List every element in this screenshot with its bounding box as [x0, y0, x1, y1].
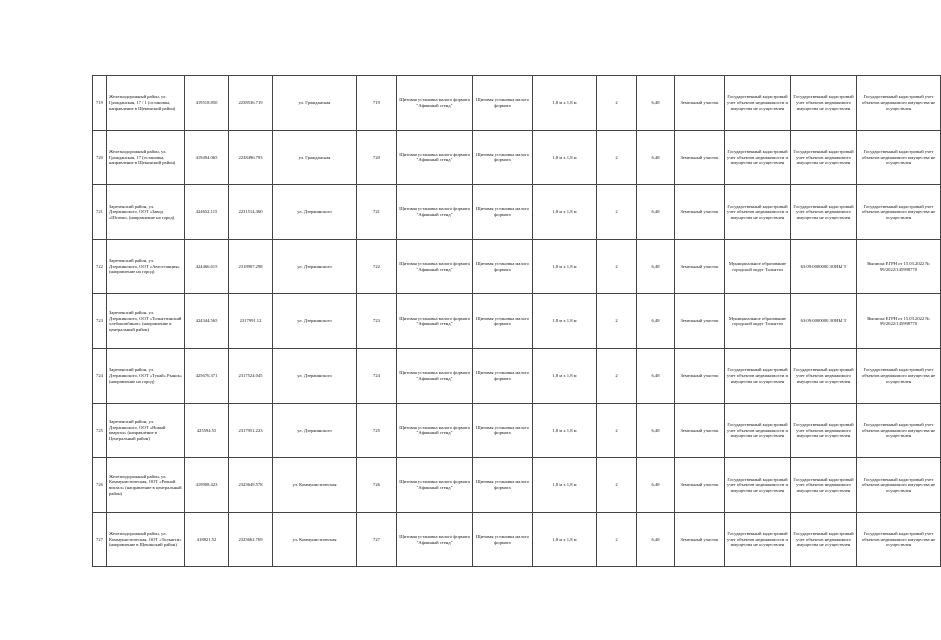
street-cell: ул. Дзержинского: [273, 403, 357, 458]
address-cell: Зареченский район, ул. Дзержинского, ООТ «Тукай» Рынок» (направление на город): [107, 348, 185, 403]
structure-kind-cell: Щитовая установка малого формата: [473, 130, 533, 185]
structure-type-cell: Щитовая установка малого формата "Афишный стенд": [397, 76, 473, 131]
structure-type-cell: Щитовая установка малого формата "Афишный стенд": [397, 239, 473, 294]
land-type-cell: Земельный участок: [675, 348, 725, 403]
registry-cell: Государственный кадастровый учет объектов недвижимого имущества не осуществлен: [857, 512, 941, 567]
registry-cell: Государственный кадастровый учет объектов недвижимого имущества не осуществлен: [857, 458, 941, 513]
code-cell: 722: [357, 239, 397, 294]
structure-kind-cell: Щитовая установка малого формата: [473, 185, 533, 240]
coord-y-cell: 2231514.360: [229, 185, 273, 240]
coord-y-cell: 2317524.045: [229, 348, 273, 403]
coord-x-cell: 424652.115: [185, 185, 229, 240]
row-number: 726: [93, 458, 107, 513]
registry-cell: Государственный кадастровый учет объектов недвижимого имущества не осуществлен: [857, 185, 941, 240]
owner-cell: Государственный кадастровый учет объектов недвижимости и имущества не осуществлен: [725, 512, 791, 567]
code-cell: 723: [357, 294, 397, 349]
structure-kind-cell: Щитовая установка малого формата: [473, 348, 533, 403]
coord-x-cell: 424466.615: [185, 239, 229, 294]
coord-x-cell: 424344.565: [185, 294, 229, 349]
code-cell: 720: [357, 130, 397, 185]
cadastral-cell: 63:09:0000000 ЗОНЫ Т: [791, 239, 857, 294]
street-cell: ул. Гражданская: [273, 76, 357, 131]
cadastral-cell: Государственный кадастровый учет объектов недвижимого имущества не осуществлен: [791, 348, 857, 403]
table-row: [93, 403, 941, 458]
structure-type-cell: Щитовая установка малого формата "Афишный стенд": [397, 512, 473, 567]
address-cell: Зареченский район, ул. Дзержинского, ООТ «Завод «Штамп» (направление на город): [107, 185, 185, 240]
size-cell: 1,8 м x 1,8 м: [533, 76, 597, 131]
owner-cell: Государственный кадастровый учет объектов недвижимости и имущества не осуществлен: [725, 458, 791, 513]
sides-cell: 2: [597, 458, 637, 513]
cadastral-cell: 63:09:0000000 ЗОНЫ Т: [791, 294, 857, 349]
cadastral-cell: Государственный кадастровый учет объектов недвижимого имущества не осуществлен: [791, 185, 857, 240]
sides-cell: 2: [597, 294, 637, 349]
advertising-structures-table: [92, 75, 941, 567]
structure-type-cell: Щитовая установка малого формата "Афишный стенд": [397, 458, 473, 513]
size-cell: 1,8 м x 1,8 м: [533, 348, 597, 403]
address-cell: Зареченский район, ул. Дзержинского, ООТ «Новый квартал» (направление в Центральный район): [107, 403, 185, 458]
sides-cell: 2: [597, 239, 637, 294]
registry-cell: Государственный кадастровый учет объектов недвижимого имущества не осуществлен: [857, 403, 941, 458]
street-cell: ул. Гражданская: [273, 130, 357, 185]
address-cell: Железнодорожный район, ул. Коммунистическая, ООТ «Речной вокзал» (направление в центральный район): [107, 458, 185, 513]
owner-cell: Государственный кадастровый учет объектов недвижимости и имущества не осуществлен: [725, 185, 791, 240]
address-cell: Железнодорожный район, ул. Коммунистическая, ООТ «Тольятти» (направление в Щекинский район): [107, 512, 185, 567]
address-cell: Зареченский район, ул. Дзержинского, ООТ «Тольяттинский хлебокомбинат» (направление в центральный район): [107, 294, 185, 349]
address-cell: Железнодорожный район, ул. Гражданская, 17 (остановка, направление в Щекинский район): [107, 130, 185, 185]
area-cell: 6,48: [637, 348, 675, 403]
row-number: 722: [93, 239, 107, 294]
street-cell: ул. Дзержинского: [273, 294, 357, 349]
table-row: [93, 294, 941, 349]
table-row: [93, 458, 941, 513]
sides-cell: 2: [597, 403, 637, 458]
area-cell: 6,48: [637, 403, 675, 458]
size-cell: 1,8 м x 1,8 м: [533, 512, 597, 567]
size-cell: 1,8 м x 1,8 м: [533, 239, 597, 294]
structure-type-cell: Щитовая установка малого формата "Афишный стенд": [397, 294, 473, 349]
land-type-cell: Земельный участок: [675, 76, 725, 131]
land-type-cell: Земельный участок: [675, 512, 725, 567]
code-cell: 726: [357, 458, 397, 513]
land-type-cell: Земельный участок: [675, 458, 725, 513]
row-number: 727: [93, 512, 107, 567]
street-cell: ул. Коммунистическая: [273, 512, 357, 567]
row-number: 723: [93, 294, 107, 349]
size-cell: 1,8 м x 1,8 м: [533, 185, 597, 240]
size-cell: 1,8 м x 1,8 м: [533, 403, 597, 458]
table-row: [93, 76, 941, 131]
land-type-cell: Земельный участок: [675, 294, 725, 349]
address-cell: Зареченский район, ул. Дзержинского, ООТ «Автостанция» (направление на город): [107, 239, 185, 294]
area-cell: 6,48: [637, 294, 675, 349]
structure-type-cell: Щитовая установка малого формата "Афишный стенд": [397, 403, 473, 458]
cadastral-cell: Государственный кадастровый учет объектов недвижимого имущества не осуществлен: [791, 130, 857, 185]
table-row: [93, 348, 941, 403]
coord-x-cell: 419908.423: [185, 458, 229, 513]
size-cell: 1,8 м x 1,8 м: [533, 458, 597, 513]
sides-cell: 2: [597, 185, 637, 240]
structure-kind-cell: Щитовая установка малого формата: [473, 512, 533, 567]
coord-y-cell: 2325649.578: [229, 458, 273, 513]
coord-x-cell: 425594.55: [185, 403, 229, 458]
coord-y-cell: 2317951.223: [229, 403, 273, 458]
coord-x-cell: 418821.52: [185, 512, 229, 567]
street-cell: ул. Коммунистическая: [273, 458, 357, 513]
registry-cell: Выписка ЕГРН от 15.03.2022 № 99/2022/145998770: [857, 239, 941, 294]
area-cell: 6,48: [637, 185, 675, 240]
street-cell: ул. Дзержинского: [273, 348, 357, 403]
owner-cell: Государственный кадастровый учет объектов недвижимости и имущества не осуществлен: [725, 76, 791, 131]
owner-cell: Муниципальное образование городской округ Тольятти: [725, 239, 791, 294]
area-cell: 6,48: [637, 76, 675, 131]
row-number: 720: [93, 130, 107, 185]
row-number: 724: [93, 348, 107, 403]
table-row: [93, 512, 941, 567]
coord-y-cell: 2318907.298: [229, 239, 273, 294]
area-cell: 6,48: [637, 512, 675, 567]
registry-cell: Выписка ЕГРН от 15.03.2022 № 99/2022/145998770: [857, 294, 941, 349]
table-row: [93, 185, 941, 240]
structure-kind-cell: Щитовая установка малого формата: [473, 458, 533, 513]
code-cell: 724: [357, 348, 397, 403]
registry-cell: Государственный кадастровый учет объектов недвижимого имущества не осуществлен: [857, 76, 941, 131]
owner-cell: Муниципальное образование городской округ Тольятти: [725, 294, 791, 349]
code-cell: 719: [357, 76, 397, 131]
structure-kind-cell: Щитовая установка малого формата: [473, 403, 533, 458]
document-sheet: [92, 75, 936, 567]
cadastral-cell: Государственный кадастровый учет объектов недвижимого имущества не осуществлен: [791, 458, 857, 513]
code-cell: 721: [357, 185, 397, 240]
sides-cell: 2: [597, 130, 637, 185]
area-cell: 6,48: [637, 458, 675, 513]
structure-type-cell: Щитовая установка малого формата "Афишный стенд": [397, 185, 473, 240]
coord-x-cell: 425676.371: [185, 348, 229, 403]
land-type-cell: Земельный участок: [675, 239, 725, 294]
cadastral-cell: Государственный кадастровый учет объектов недвижимого имущества не осуществлен: [791, 403, 857, 458]
coord-x-cell: 419518.850: [185, 76, 229, 131]
size-cell: 1,8 м x 1,8 м: [533, 294, 597, 349]
size-cell: 1,8 м x 1,8 м: [533, 130, 597, 185]
structure-type-cell: Щитовая установка малого формата "Афишный стенд": [397, 130, 473, 185]
structure-kind-cell: Щитовая установка малого формата: [473, 239, 533, 294]
owner-cell: Государственный кадастровый учет объектов недвижимости и имущества не осуществлен: [725, 130, 791, 185]
sides-cell: 2: [597, 348, 637, 403]
cadastral-cell: Государственный кадастровый учет объектов недвижимого имущества не осуществлен: [791, 512, 857, 567]
structure-kind-cell: Щитовая установка малого формата: [473, 294, 533, 349]
coord-y-cell: 2325662.769: [229, 512, 273, 567]
address-cell: Железнодорожный район, ул. Гражданская, 17 / 1 (остановка, направление в Щекинский район): [107, 76, 185, 131]
code-cell: 725: [357, 403, 397, 458]
land-type-cell: Земельный участок: [675, 185, 725, 240]
table-row: [93, 130, 941, 185]
registry-cell: Государственный кадастровый учет объектов недвижимого имущества не осуществлен: [857, 348, 941, 403]
coord-y-cell: 2317991.12: [229, 294, 273, 349]
coord-y-cell: 2238496.793: [229, 130, 273, 185]
structure-kind-cell: Щитовая установка малого формата: [473, 76, 533, 131]
cadastral-cell: Государственный кадастровый учет объектов недвижимого имущества не осуществлен: [791, 76, 857, 131]
land-type-cell: Земельный участок: [675, 130, 725, 185]
land-type-cell: Земельный участок: [675, 403, 725, 458]
row-number: 719: [93, 76, 107, 131]
street-cell: ул. Дзержинского: [273, 185, 357, 240]
coord-x-cell: 419494.065: [185, 130, 229, 185]
street-cell: ул. Дзержинского: [273, 239, 357, 294]
sides-cell: 2: [597, 76, 637, 131]
code-cell: 727: [357, 512, 397, 567]
area-cell: 6,48: [637, 130, 675, 185]
row-number: 725: [93, 403, 107, 458]
coord-y-cell: 2238536.719: [229, 76, 273, 131]
table-row: [93, 239, 941, 294]
sides-cell: 2: [597, 512, 637, 567]
owner-cell: Государственный кадастровый учет объектов недвижимости и имущества не осуществлен: [725, 403, 791, 458]
owner-cell: Государственный кадастровый учет объектов недвижимости и имущества не осуществлен: [725, 348, 791, 403]
row-number: 721: [93, 185, 107, 240]
structure-type-cell: Щитовая установка малого формата "Афишный стенд": [397, 348, 473, 403]
registry-cell: Государственный кадастровый учет объектов недвижимого имущества не осуществлен: [857, 130, 941, 185]
area-cell: 6,48: [637, 239, 675, 294]
